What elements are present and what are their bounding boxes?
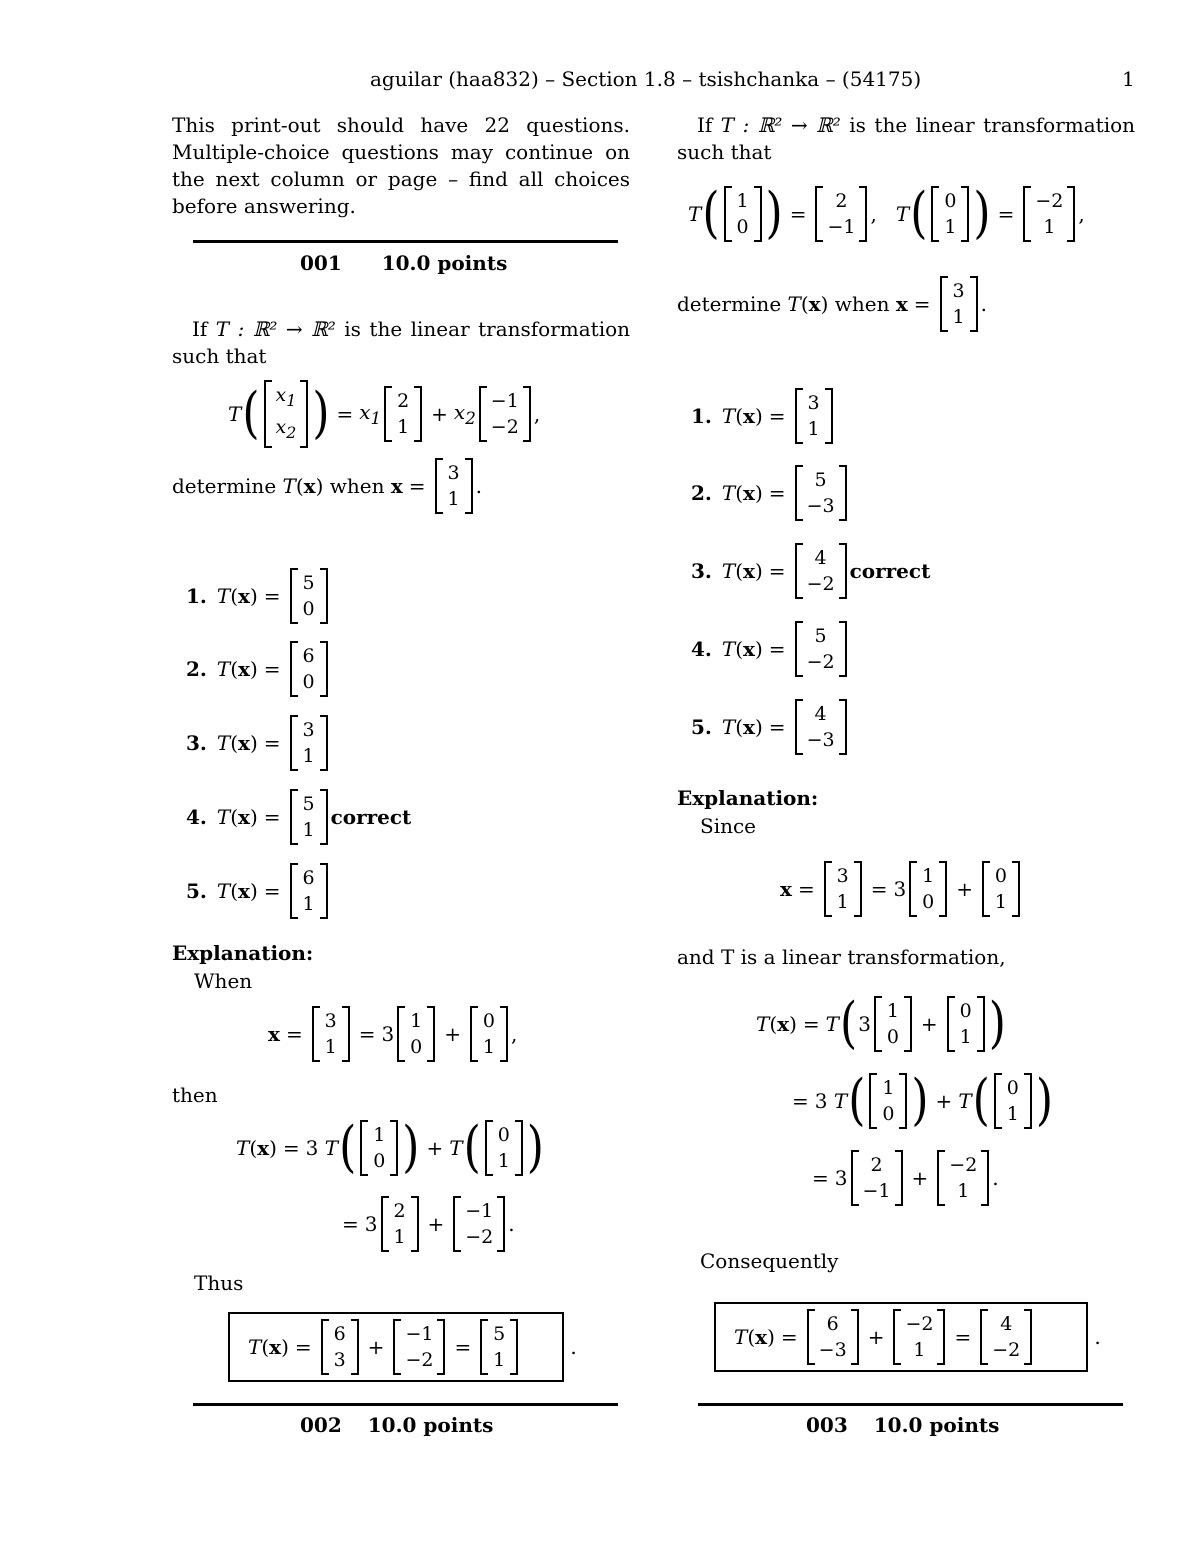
choice-3[interactable]: 3. T ( x ) = 3 1 [186,715,331,771]
q1-decomposition: x = 3 1 = 3 1 0 + 0 1 , [268,1006,517,1062]
page-number: 1 [1122,67,1135,91]
page-header-title: aguilar (haa832) – Section 1.8 – tsishchanka – (54175) [370,67,922,91]
q1-prompt: If T : ℝ² → ℝ² is the linear transformation such that [172,317,631,368]
question-heading-002: 002 10.0 points [300,1413,494,1437]
choice-5[interactable]: 5. T ( x ) = 4 −3 [691,699,850,755]
explanation-when: When [194,969,253,993]
explanation-heading: Explanation: [677,786,819,810]
q2-determine: determine T ( x ) when x = 3 1 . [677,276,987,332]
choice-4[interactable]: 4. T ( x ) = 5 1 correct [186,789,411,845]
q2-linearity-step1: T ( x ) = T ( 3 1 0 + 0 1 ) [756,991,1006,1056]
question-divider [193,1403,618,1406]
explanation-linear-line: and T is a linear transformation, [677,945,1006,969]
q1-definition-equation: T ( $x_1$ $x_2$ ) = $x_1$ 2 1 + $x_2$ −1 −2 , [228,380,540,448]
choice-2[interactable]: 2. T ( x ) = 6 0 [186,641,331,697]
choice-3[interactable]: 3. T ( x ) = 4 −2 correct [691,543,930,599]
q1-determine: determine T ( x ) when x = 3 1 . [172,458,482,514]
question-number: 001 [300,251,342,275]
correct-label: correct [330,804,412,829]
choice-1[interactable]: 1. T ( x ) = 5 0 [186,568,331,624]
question-divider [698,1403,1123,1406]
q2-linearity-step2: = 3 T ( 1 0 ) + T ( 0 1 ) [792,1068,1053,1133]
choice-1[interactable]: 1. T ( x ) = 3 1 [691,388,836,444]
explanation-consequently: Consequently [700,1249,839,1273]
explanation-then: then [172,1083,218,1107]
explanation-since: Since [700,814,757,838]
map-notation: T : ℝ² → ℝ² [215,317,336,341]
intro-text: This print-out should have 22 questions. Multiple-choice questions may continue on the next column or page – find all choices before answering. [172,113,630,218]
choice-2[interactable]: 2. T ( x ) = 5 −3 [691,465,850,521]
choice-4[interactable]: 4. T ( x ) = 5 −2 [691,621,850,677]
question-heading-003: 003 10.0 points [806,1413,1000,1437]
explanation-thus: Thus [194,1271,244,1295]
q1-linearity-step1: T ( x ) = 3 T ( 1 0 ) + T ( 0 1 ) [236,1115,544,1180]
correct-label: correct [849,558,931,583]
question-heading-001 [300,250,507,277]
q2-linearity-step3: = 3 2 −1 + −2 1 . [806,1150,999,1206]
map-notation: T : ℝ² → ℝ² [720,113,841,137]
q2-definition-equation: T ( 1 0 ) = 2 −1 , T ( 0 1 ) = −2 1 , [688,181,1085,246]
question-divider [193,240,618,243]
q2-decomposition: x = 3 1 = 3 1 0 + 0 1 [780,861,1023,917]
question-points: 10.0 points [381,251,508,275]
choice-5[interactable]: 5. T ( x ) = 6 1 [186,863,331,919]
q1-final-answer: T ( x ) = 6 3 + −1 −2 = 5 1 . [228,1312,577,1382]
q2-final-answer: T ( x ) = 6 −3 + −2 1 = 4 −2 . [714,1302,1101,1372]
explanation-heading: Explanation: [172,941,314,965]
q1-linearity-step2: = 3 2 1 + −1 −2 . [336,1196,515,1252]
q2-prompt: If T : ℝ² → ℝ² is the linear transformation such that [677,113,1136,164]
